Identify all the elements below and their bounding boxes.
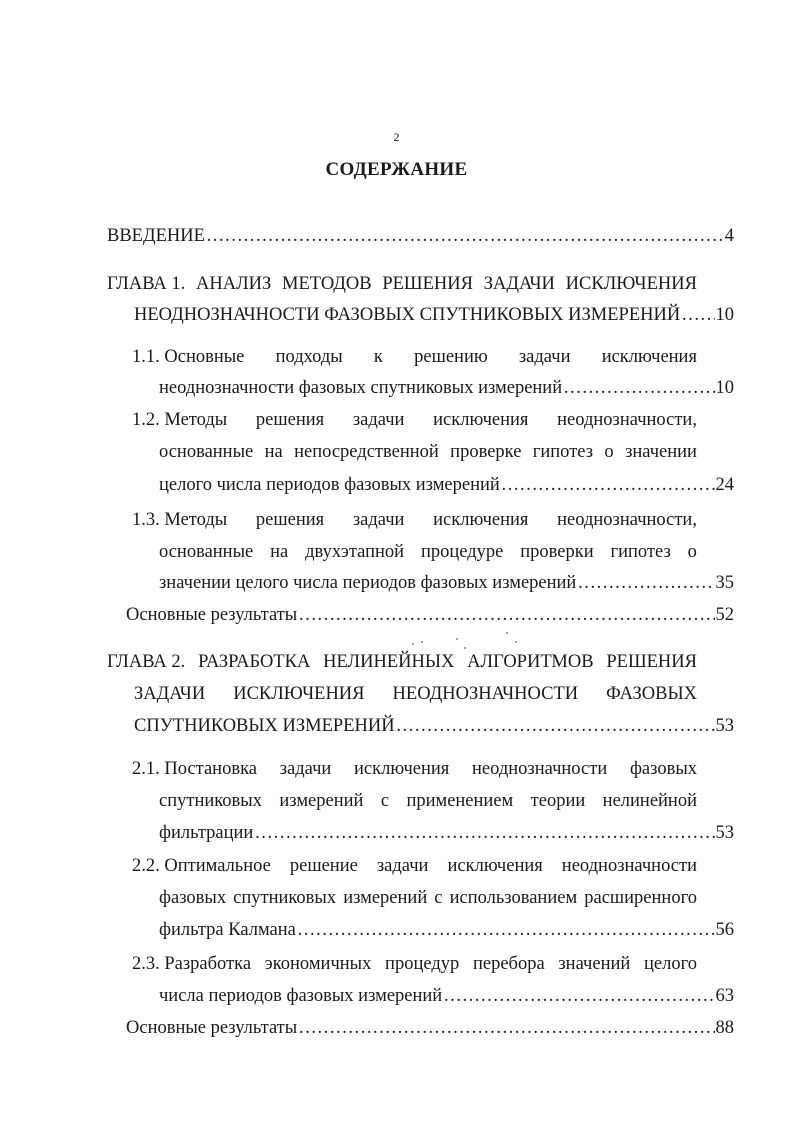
toc-page: 4	[724, 226, 734, 246]
toc-section-1-3[interactable]: 1.3. Методы решения задачи исключения неоднозначности,	[132, 510, 697, 530]
toc-leader-dots	[501, 474, 715, 496]
section-number: 2.2. Оптимальное	[132, 856, 271, 876]
toc-section-2-1-end[interactable]: фильтрации ………………………………………………………………………………………………………………………………………………………………………………… 53	[159, 822, 734, 844]
toc-label: ВВЕДЕНИЕ	[107, 226, 205, 246]
toc-page: 53	[715, 823, 734, 843]
toc-section-1-2-line2[interactable]: основанные на непосредственной проверке гипотез о значении	[159, 442, 697, 462]
toc-page: 56	[715, 920, 734, 940]
toc-chapter-2-heading-line2[interactable]: ЗАДАЧИ ИСКЛЮЧЕНИЯ НЕОДНОЗНАЧНОСТИ ФАЗОВЫХ	[134, 684, 697, 704]
toc-leader-dots	[298, 1017, 714, 1039]
section-number: 1.1. Основные	[132, 347, 245, 367]
toc-page: 24	[715, 475, 734, 495]
toc-leader-dots	[396, 715, 715, 737]
section-number: 2.1. Постановка	[132, 759, 257, 779]
toc-chapter-1-heading-end[interactable]: НЕОДНОЗНАЧНОСТИ ФАЗОВЫХ СПУТНИКОВЫХ ИЗМЕРЕНИЙ ………………………………………………………………………………………………………………………………………………………………………………… 10	[134, 304, 734, 326]
toc-section-2-2-line2[interactable]: фазовых спутниковых измерений с использованием расширенного	[159, 888, 697, 908]
toc-leader-dots	[206, 225, 724, 247]
toc-section-2-1-line2[interactable]: спутниковых измерений с применением теории нелинейной	[159, 791, 697, 811]
toc-leader-dots	[443, 985, 714, 1007]
toc-section-1-2[interactable]: 1.2. Методы решения задачи исключения неоднозначности,	[132, 410, 697, 430]
toc-section-2-3-end[interactable]: числа периодов фазовых измерений ………………………………………………………………………………………………………………………………………………………………………………… 63	[159, 985, 734, 1007]
chapter-number: ГЛАВА 1.	[107, 274, 186, 294]
toc-section-2-3[interactable]: 2.3. Разработка экономичных процедур перебора значений целого	[132, 954, 697, 974]
toc-entry-intro[interactable]	[107, 225, 734, 247]
section-number: 1.2. Методы	[132, 410, 228, 430]
toc-leader-dots	[681, 304, 714, 326]
toc-page: 10	[715, 305, 734, 325]
toc-leader-dots	[254, 822, 714, 844]
toc-page: 88	[715, 1018, 734, 1038]
toc-page: 63	[715, 986, 734, 1006]
toc-section-2-2[interactable]: 2.2. Оптимальное решение задачи исключения неоднозначности	[132, 856, 697, 876]
page-title: СОДЕРЖАНИЕ	[325, 159, 468, 180]
toc-leader-dots	[297, 919, 715, 941]
section-number: 2.3. Разработка	[132, 954, 252, 974]
toc-page: 35	[715, 573, 734, 593]
toc-section-1-3-end[interactable]: значении целого числа периодов фазовых измерений ………………………………………………………………………………………………………………………………………………………………………………… 35	[159, 572, 734, 594]
toc-chapter-1-results[interactable]: Основные результаты ………………………………………………………………………………………………………………………………………………………………………………… 52	[126, 604, 734, 626]
toc-chapter-1-heading[interactable]: ГЛАВА 1. АНАЛИЗ МЕТОДОВ РЕШЕНИЯ ЗАДАЧИ ИСКЛЮЧЕНИЯ	[107, 274, 697, 294]
toc-section-1-3-line2[interactable]: основанные на двухэтапной процедуре проверки гипотез о	[159, 542, 697, 562]
toc-page: 10	[715, 378, 734, 398]
toc-section-1-1[interactable]: 1.1. Основные подходы к решению задачи исключения	[132, 347, 697, 367]
toc-section-1-2-end[interactable]: целого числа периодов фазовых измерений ………………………………………………………………………………………………………………………………………………………………………………… 24	[159, 474, 734, 496]
toc-leader-dots	[298, 604, 714, 626]
toc-section-2-2-end[interactable]: фильтра Калмана ………………………………………………………………………………………………………………………………………………………………………………… 56	[159, 919, 734, 941]
chapter-number: ГЛАВА 2.	[107, 652, 186, 672]
toc-leader-dots	[577, 572, 714, 594]
toc-chapter-2-heading[interactable]: ГЛАВА 2. РАЗРАБОТКА НЕЛИНЕЙНЫХ АЛГОРИТМОВ РЕШЕНИЯ	[107, 652, 697, 672]
toc-section-1-1-end[interactable]: неоднозначности фазовых спутниковых измерений ………………………………………………………………………………………………………………………………………………………………………………… 10	[159, 377, 734, 399]
toc-section-2-1[interactable]: 2.1. Постановка задачи исключения неоднозначности фазовых	[132, 759, 697, 779]
page-number: 2	[393, 130, 400, 144]
toc-page: 53	[715, 716, 734, 736]
toc-page: 52	[715, 605, 734, 625]
toc-chapter-2-heading-end[interactable]: СПУТНИКОВЫХ ИЗМЕРЕНИЙ ………………………………………………………………………………………………………………………………………………………………………………… 53	[134, 715, 734, 737]
toc-leader-dots	[563, 377, 714, 399]
section-number: 1.3. Методы	[132, 510, 228, 530]
toc-chapter-2-results[interactable]: Основные результаты ………………………………………………………………………………………………………………………………………………………………………………… 88	[126, 1017, 734, 1039]
